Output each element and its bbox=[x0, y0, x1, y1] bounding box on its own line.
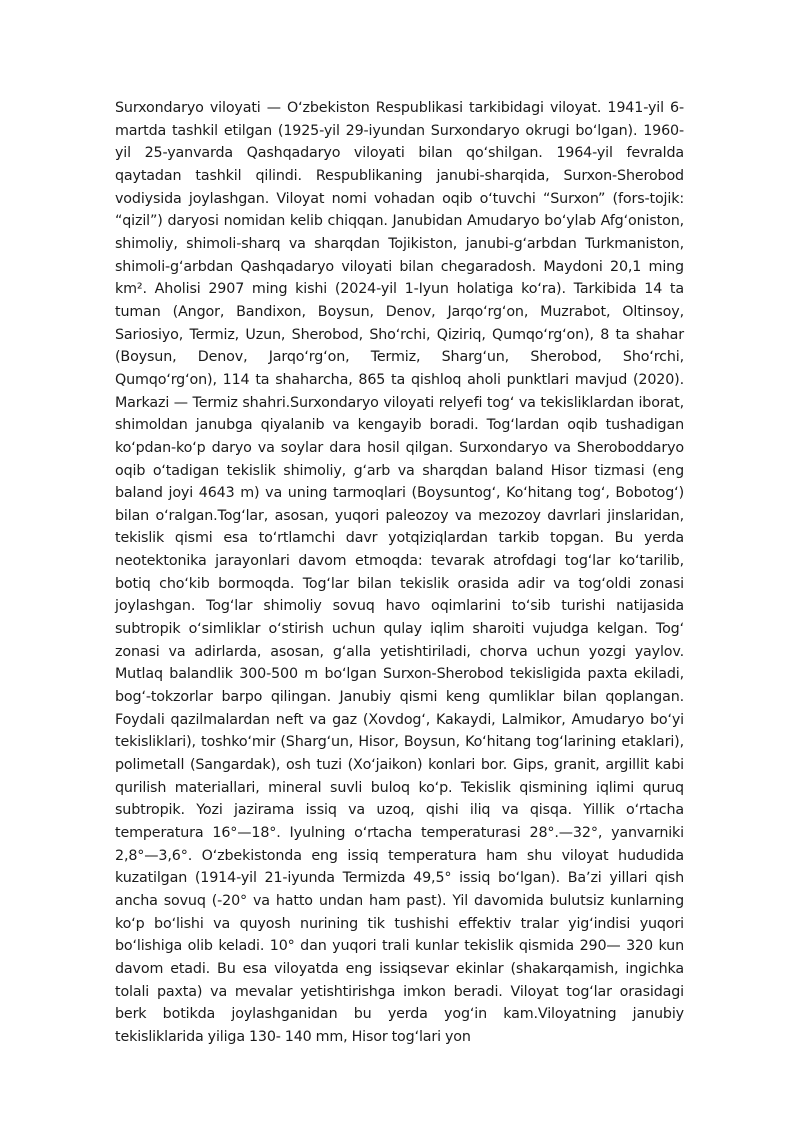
document-page bbox=[115, 97, 684, 1049]
body-paragraph: Surxondaryo viloyati — Oʻzbekiston Respublikasi tarkibidagi viloyat. 1941-yil 6-martda tashkil etilgan (1925-yil 29-iyundan Surxondaryo okrugi boʻlgan). 1960-yil 25-yanvarda Qashqadaryo viloyati bilan qoʻshilgan. 1964-yil fevralda qaytadan tashkil qilindi. Respublikaning janubi-sharqida, Surxon-Sherobod vodiysida joylashgan. Viloyat nomi vohadan oqib oʻtuvchi “Surxon” (fors-tojik: “qizil”) daryosi nomidan kelib chiqqan. Janubidan Amudaryo boʻylab Afgʻoniston, shimoliy, shimoli-sharq va sharqdan Tojikiston, janubi-gʻarbdan Turkmaniston, shimoli-gʻarbdan Qashqadaryo viloyati bilan chegaradosh. Maydoni 20,1 ming km². Aholisi 2907 ming kishi (2024-yil 1-Iyun holatiga koʻra). Tarkibida 14 ta tuman (Angor, Bandixon, Boysun, Denov, Jarqoʻrgʻon, Muzrabot, Oltinsoy, Sariosiyo, Termiz, Uzun, Sherobod, Shoʻrchi, Qiziriq, Qumqoʻrgʻon), 8 ta shahar (Boysun, Denov, Jarqoʻrgʻon, Termiz, Shargʻun, Sherobod, Shoʻrchi, Qumqoʻrgʻon), 114 ta shaharcha, 865 ta qishloq aholi punktlari mavjud (2020). Markazi — Termiz shahri.Surxondaryo viloyati relyefi togʻ va tekisliklardan iborat, shimoldan janubga qiyalanib va kengayib boradi. Togʻlardan oqib tushadigan koʻpdan-koʻp daryo va soylar dara hosil qilgan. Surxondaryo va Sheroboddaryo oqib oʻtadigan tekislik shimoliy, gʻarb va sharqdan baland Hisor tizmasi (eng baland joyi 4643 m) va uning tarmoqlari (Boysuntogʻ, Koʻhitang togʻ, Bobotogʻ) bilan oʻralgan.Togʻlar, asosan, yuqori paleozoy va mezozoy davrlari jinslaridan, tekislik qismi esa toʻrtlamchi davr yotqiziqlardan tarkib topgan. Bu yerda neotektonika jarayonlari davom etmoqda: tevarak atrofdagi togʻlar koʻtarilib, botiq choʻkib bormoqda. Togʻlar bilan tekislik orasida adir va togʻoldi zonasi joylashgan. Togʻlar shimoliy sovuq havo oqimlarini toʻsib turishi natijasida subtropik oʻsimliklar oʻstirish uchun qulay iqlim sharoiti vujudga kelgan. Togʻ zonasi va adirlarda, asosan, gʻalla yetishtiriladi, chorva uchun yozgi yaylov. Mutlaq balandlik 300-500 m boʻlgan Surxon-Sherobod tekisligida paxta ekiladi, bogʻ-tokzorlar barpo qilingan. Janubiy qismi keng qumliklar bilan qoplangan. Foydali qazilmalardan neft va gaz (Xovdogʻ, Kakaydi, Lalmikor, Amudaryo boʻyi tekisliklari), toshkoʻmir (Shargʻun, Hisor, Boysun, Koʻhitang togʻlarining etaklari), polimetall (Sangardak), osh tuzi (Xoʻjaikon) konlari bor. Gips, granit, argillit kabi qurilish materiallari, mineral suvli buloq koʻp. Tekislik qismining iqlimi quruq subtropik. Yozi jazirama issiq va uzoq, qishi iliq va qisqa. Yillik oʻrtacha temperatura 16°—18°. Iyulning oʻrtacha temperaturasi 28°.—32°, yanvarniki 2,8°—3,6°. Oʻzbekistonda eng issiq temperatura ham shu viloyat hududida kuzatilgan (1914-yil 21-iyunda Termizda 49,5° issiq boʻlgan). Baʼzi yillari qish ancha sovuq (-20° va hatto undan ham past). Yil davomida bulutsiz kunlarning koʻp boʻlishi va quyosh nurining tik tushishi effektiv tralar yigʻindisi yuqori boʻlishiga olib keladi. 10° dan yuqori trali kunlar tekislik qismida 290— 320 kun davom etadi. Bu esa viloyatda eng issiqsevar ekinlar (shakarqamish, ingichka tolali paxta) va mevalar yetishtirishga imkon beradi. Viloyat togʻlar orasidagi berk botikda joylashganidan bu yerda yogʻin kam.Viloyatning janubiy tekisliklarida yiliga 130- 140 mm, Hisor togʻlari yon bbox=[115, 100, 684, 1045]
